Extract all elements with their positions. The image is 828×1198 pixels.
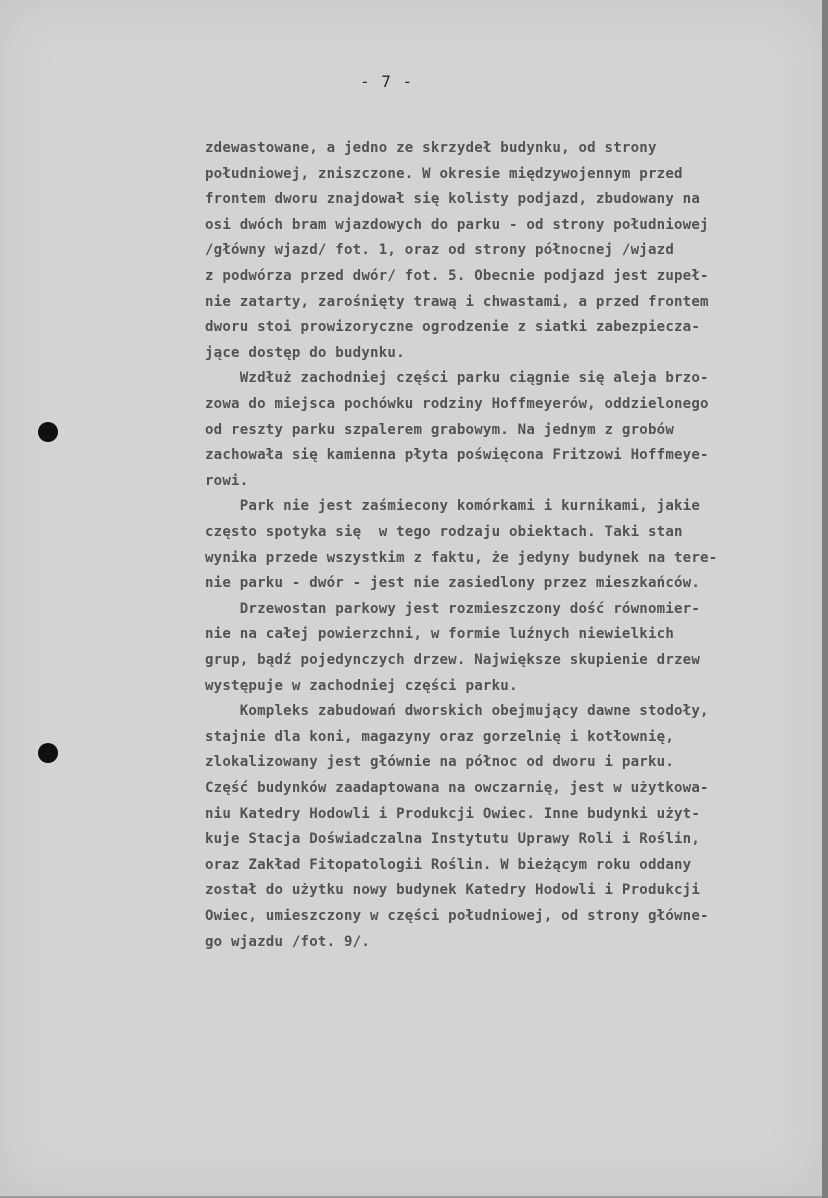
text-line: go wjazdu /fot. 9/. [205,933,371,950]
page-edge [822,0,828,1198]
text-line: stajnie dla koni, magazyny oraz gorzelnię i kotłownię, [205,728,674,745]
text-line: Część budynków zaadaptowana na owczarnię, jest w użytkowa- [205,780,709,796]
text-line: kuje Stacja Doświadczalna Instytutu Uprawy Roli i Roślin, [205,831,701,848]
text-line: rowi. [205,472,249,489]
page-number: - 7 - [360,72,414,91]
text-line: został do użytku nowy budynek Katedry Hodowli i Produkcji [205,882,701,899]
text-line: Park nie jest zaśmiecony komórkami i kurnikami, jakie [205,498,701,515]
text-line: Drzewostan parkowy jest rozmieszczony dość równomier- [205,600,701,617]
text-line: występuje w zachodniej części parku. [205,677,518,694]
text-line: nie zatarty, zarośnięty trawą i chwastami, a przed frontem [205,293,709,310]
punch-hole-upper [38,422,58,442]
text-line: grup, bądź pojedynczych drzew. Największe skupienie drzew [205,652,701,668]
text-line: Kompleks zabudowań dworskich obejmujący dawne stodoły, [205,703,709,720]
text-line: niu Katedry Hodowli i Produkcji Owiec. Inne budynki użyt- [205,805,701,822]
text-line: z podwórza przed dwór/ fot. 5. Obecnie podjazd jest zupeł- [205,268,709,284]
text-line: często spotyka się w tego rodzaju obiektach. Taki stan [205,524,683,540]
text-line: frontem dworu znajdował się kolisty podjazd, zbudowany na [205,191,701,208]
text-line: zowa do miejsca pochówku rodziny Hoffmeyerów, oddzielonego [205,396,709,412]
text-line: oraz Zakład Fitopatologii Roślin. W bieżącym roku oddany [205,856,692,873]
text-line: zdewastowane, a jedno ze skrzydeł budynku, od strony [205,140,657,156]
text-line: zlokalizowany jest głównie na północ od dworu i parku. [205,754,674,771]
text-line: Wzdłuż zachodniej części parku ciągnie się aleja brzo- [205,370,709,387]
text-line: dworu stoi prowizoryczne ogrodzenie z siatki zabezpiecza- [205,319,701,336]
text-line: Owiec, umieszczony w części południowej, od strony główne- [205,908,709,924]
text-line: zachowała się kamienna płyta poświęcona Fritzowi Hoffmeye- [205,447,709,464]
text-line: /główny wjazd/ fot. 1, oraz od strony północnej /wjazd [205,242,674,259]
punch-hole-lower [38,743,58,763]
text-line: nie parku - dwór - jest nie zasiedlony przez mieszkańców. [205,575,701,592]
text-line: osi dwóch bram wjazdowych do parku - od strony południowej [205,216,709,233]
text-line: wynika przede wszystkim z faktu, że jedyny budynek na tere- [205,549,718,566]
text-line: południowej, zniszczone. W okresie międzywojennym przed [205,165,683,182]
text-line: nie na całej powierzchni, w formie luźnych niewielkich [205,626,674,643]
text-line: jące dostęp do budynku. [205,344,405,361]
text-line: od reszty parku szpalerem grabowym. Na jednym z grobów [205,421,674,438]
